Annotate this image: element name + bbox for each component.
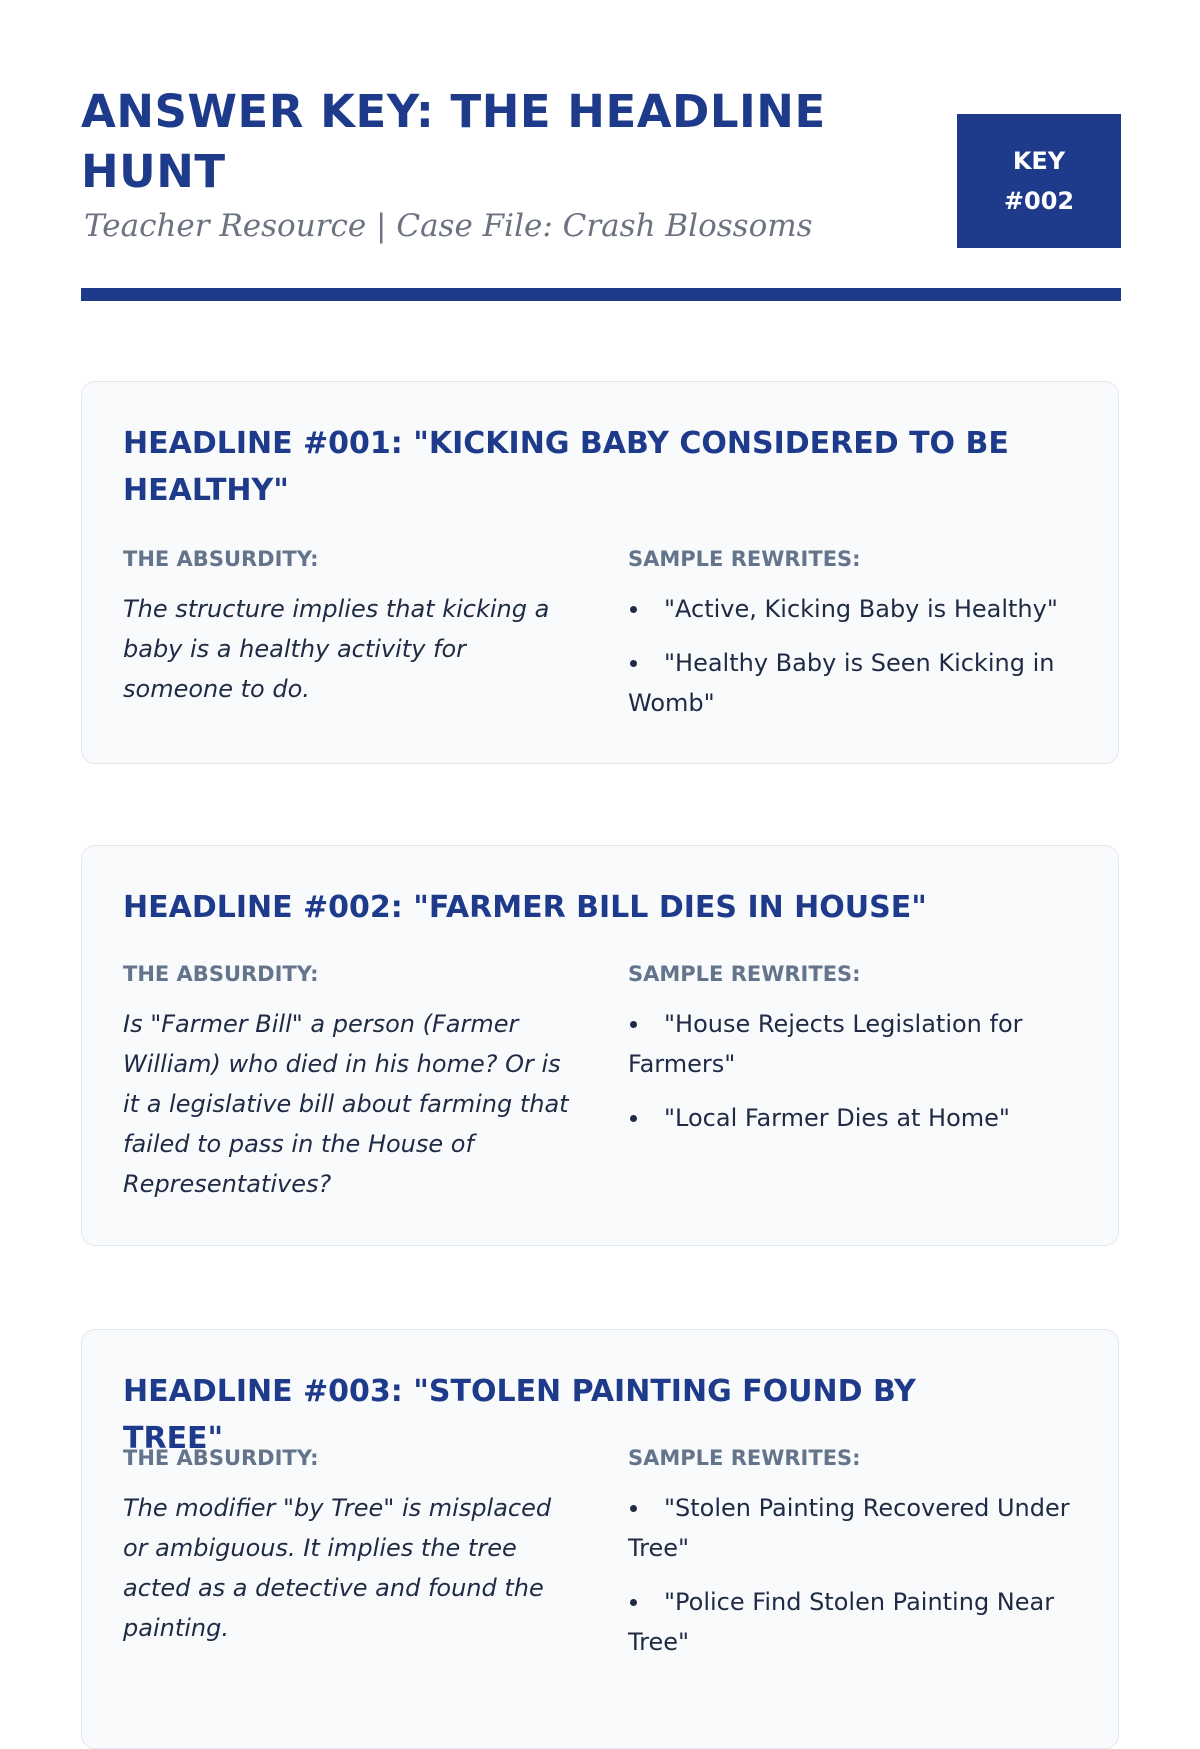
page-subtitle: Teacher Resource | Case File: Crash Blossoms — [84, 208, 813, 244]
headline-title: HEADLINE #001: "KICKING BABY CONSIDERED TO BE HEALTHY" — [123, 426, 1009, 508]
headline-card-002 — [81, 845, 1119, 1246]
rewrite-text: "House Rejects Legislation for Farmers" — [628, 1010, 1023, 1078]
bullet-icon — [630, 660, 637, 667]
rewrite-text: "Active, Kicking Baby is Healthy" — [664, 595, 1058, 623]
rewrite-text: "Healthy Baby is Seen Kicking in Womb" — [628, 649, 1055, 717]
key-badge-label: KEY — [1012, 147, 1066, 175]
rewrites-label: SAMPLE REWRITES: — [628, 547, 861, 571]
rewrite-item — [628, 589, 1078, 629]
header-divider — [81, 288, 1121, 301]
bullet-icon — [630, 1115, 637, 1122]
bullet-icon — [630, 1505, 637, 1512]
absurdity-text: The structure implies that kicking a baby is a healthy activity for someone to do. — [123, 595, 550, 703]
rewrite-text: "Stolen Painting Recovered Under Tree" — [628, 1494, 1070, 1562]
headline-card-001 — [81, 381, 1119, 764]
rewrite-item — [628, 1004, 1078, 1084]
rewrites-list — [628, 589, 1078, 737]
rewrites-label: SAMPLE REWRITES: — [628, 1446, 861, 1470]
rewrite-item — [628, 1488, 1078, 1568]
rewrites-list — [628, 1488, 1078, 1676]
bullet-icon — [630, 1599, 637, 1606]
absurdity-label: THE ABSURDITY: — [123, 547, 319, 571]
absurdity-label: THE ABSURDITY: — [123, 1446, 319, 1470]
key-badge — [957, 114, 1121, 248]
page-header — [81, 82, 1121, 302]
absurdity-text: Is "Farmer Bill" a person (Farmer William) who died in his home? Or is it a legislative bill about farming that failed to pass in the House of Representatives? — [123, 1010, 569, 1198]
key-badge-number: #002 — [1003, 187, 1075, 215]
rewrites-list — [628, 1004, 1078, 1152]
absurdity-label: THE ABSURDITY: — [123, 962, 319, 986]
bullet-icon — [630, 606, 637, 613]
bullet-icon — [630, 1021, 637, 1028]
headline-card-003 — [81, 1329, 1119, 1749]
absurdity-text: The modifier "by Tree" is misplaced or ambiguous. It implies the tree acted as a detective and found the painting. — [123, 1494, 552, 1642]
rewrite-item — [628, 643, 1078, 723]
headline-title: HEADLINE #003: "STOLEN PAINTING FOUND BY TREE" — [123, 1374, 916, 1456]
page-title: ANSWER KEY: THE HEADLINE HUNT — [81, 85, 826, 198]
headline-title: HEADLINE #002: "FARMER BILL DIES IN HOUSE" — [123, 890, 927, 925]
rewrite-text: "Police Find Stolen Painting Near Tree" — [628, 1588, 1055, 1656]
rewrite-text: "Local Farmer Dies at Home" — [664, 1104, 1010, 1132]
rewrite-item — [628, 1582, 1078, 1662]
rewrite-item — [628, 1098, 1078, 1138]
rewrites-label: SAMPLE REWRITES: — [628, 962, 861, 986]
